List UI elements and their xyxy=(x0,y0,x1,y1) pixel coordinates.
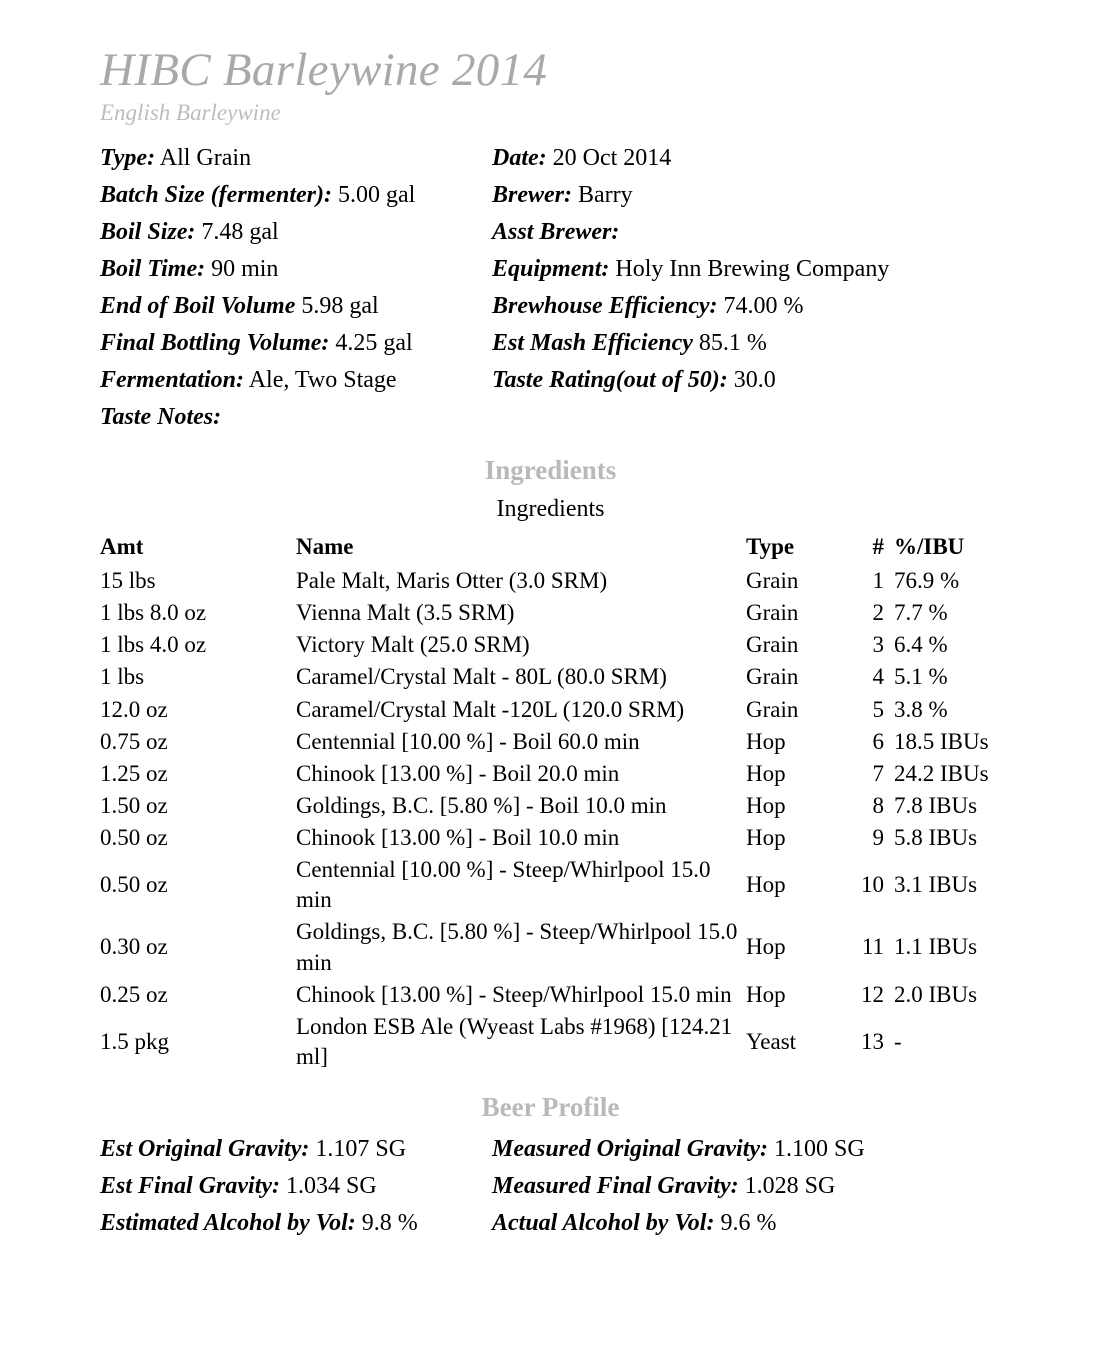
cell-type: Hop xyxy=(746,872,786,898)
cell-name: Vienna Malt (3.5 SRM) xyxy=(296,600,515,626)
table-row xyxy=(100,979,1001,1011)
cell-num: 4 xyxy=(872,664,884,690)
ingredients-table xyxy=(100,531,1001,1073)
cell-pct: 3.8 % xyxy=(894,696,948,722)
cell-type: Yeast xyxy=(746,1028,797,1054)
detail-label: Taste Rating(out of 50): xyxy=(492,367,728,394)
profile-label: Measured Original Gravity: xyxy=(492,1135,768,1162)
detail-row xyxy=(100,288,492,325)
cell-type: Grain xyxy=(746,600,799,626)
table-row xyxy=(100,822,1001,854)
profile-label: Est Final Gravity: xyxy=(100,1172,281,1199)
cell-pct: 6.4 % xyxy=(894,632,948,658)
cell-pct: 2.0 IBUs xyxy=(894,981,978,1007)
detail-label: Type: xyxy=(100,145,156,172)
detail-label: Brewhouse Efficiency: xyxy=(492,293,718,320)
cell-name: Chinook [13.00 %] - Boil 20.0 min xyxy=(296,760,620,786)
detail-label: Date: xyxy=(492,145,547,172)
detail-label: Brewer: xyxy=(492,182,572,209)
recipe-style-subtitle: English Barleywine xyxy=(100,99,281,125)
cell-amt: 1 lbs xyxy=(100,664,145,690)
detail-label: Taste Notes: xyxy=(100,404,222,431)
cell-type: Hop xyxy=(746,934,786,960)
cell-num: 7 xyxy=(872,760,884,786)
detail-row xyxy=(100,177,492,214)
column-header-num: # xyxy=(872,534,884,560)
cell-type: Hop xyxy=(746,728,786,754)
detail-label: Asst Brewer: xyxy=(492,219,620,246)
profile-row xyxy=(492,1131,1001,1168)
cell-name: Chinook [13.00 %] - Steep/Whirlpool 15.0 min xyxy=(296,981,732,1007)
detail-label: Equipment: xyxy=(492,256,610,283)
cell-name: Goldings, B.C. [5.80 %] - Boil 10.0 min xyxy=(296,792,667,818)
cell-name: Victory Malt (25.0 SRM) xyxy=(296,632,530,658)
cell-name: Centennial [10.00 %] - Steep/Whirlpool 15.0 min xyxy=(296,857,711,913)
table-header-row xyxy=(100,531,1001,565)
table-row xyxy=(100,629,1001,661)
cell-type: Hop xyxy=(746,760,786,786)
cell-type: Grain xyxy=(746,664,799,690)
table-row xyxy=(100,661,1001,693)
cell-num: 5 xyxy=(872,696,884,722)
cell-amt: 12.0 oz xyxy=(100,696,168,722)
profile-value: 1.028 SG xyxy=(738,1172,836,1199)
detail-label: End of Boil Volume xyxy=(100,293,296,320)
cell-name: Caramel/Crystal Malt - 80L (80.0 SRM) xyxy=(296,664,667,690)
profile-label: Measured Final Gravity: xyxy=(492,1172,739,1199)
cell-pct: 7.8 IBUs xyxy=(894,792,978,818)
cell-type: Hop xyxy=(746,792,786,818)
recipe-details-left-column xyxy=(100,140,492,436)
profile-label: Est Original Gravity: xyxy=(100,1135,310,1162)
detail-label: Est Mash Efficiency xyxy=(492,330,693,357)
profile-value: 9.6 % xyxy=(714,1209,777,1236)
cell-num: 8 xyxy=(872,792,884,818)
beer-profile-section-heading: Beer Profile xyxy=(481,1092,620,1123)
table-row xyxy=(100,790,1001,822)
cell-amt: 0.30 oz xyxy=(100,934,168,960)
cell-type: Grain xyxy=(746,568,799,594)
cell-name: London ESB Ale (Wyeast Labs #1968) [124.21 ml] xyxy=(296,1013,733,1069)
cell-amt: 0.50 oz xyxy=(100,872,168,898)
beer-profile-left-column xyxy=(100,1131,492,1242)
column-header-amt: Amt xyxy=(100,534,144,560)
cell-pct: 18.5 IBUs xyxy=(894,728,989,754)
cell-name: Chinook [13.00 %] - Boil 10.0 min xyxy=(296,825,620,851)
cell-num: 12 xyxy=(861,981,884,1007)
column-header-pct: %/IBU xyxy=(894,534,965,560)
profile-row xyxy=(492,1168,1001,1205)
ingredients-table-head xyxy=(100,531,1001,565)
cell-name: Caramel/Crystal Malt -120L (120.0 SRM) xyxy=(296,696,685,722)
profile-row xyxy=(100,1168,492,1205)
table-row xyxy=(100,916,1001,978)
detail-value: All Grain xyxy=(155,145,252,172)
detail-row xyxy=(492,177,1001,214)
cell-pct: - xyxy=(894,1028,902,1054)
cell-name: Goldings, B.C. [5.80 %] - Steep/Whirlpool 15.0 min xyxy=(296,919,738,975)
cell-num: 6 xyxy=(872,728,884,754)
cell-num: 3 xyxy=(872,632,884,658)
ingredients-table-body xyxy=(100,565,1001,1073)
recipe-details xyxy=(100,140,1001,436)
detail-value: Ale, Two Stage xyxy=(244,367,397,394)
table-row xyxy=(100,854,1001,916)
beer-profile-details xyxy=(100,1131,1001,1242)
detail-value: 5.00 gal xyxy=(331,182,416,209)
cell-type: Hop xyxy=(746,825,786,851)
cell-name: Pale Malt, Maris Otter (3.0 SRM) xyxy=(296,568,608,594)
recipe-details-right-column xyxy=(492,140,1001,436)
cell-amt: 1.5 pkg xyxy=(100,1028,169,1054)
ingredients-table-caption: Ingredients xyxy=(496,495,605,522)
beer-profile-right-column xyxy=(492,1131,1001,1242)
detail-label: Boil Size: xyxy=(100,219,196,246)
detail-value: 85.1 % xyxy=(692,330,767,357)
ingredients-section-heading: Ingredients xyxy=(484,455,617,486)
recipe-title: HIBC Barleywine 2014 xyxy=(100,44,548,96)
detail-value: 30.0 xyxy=(727,367,776,394)
cell-amt: 1.25 oz xyxy=(100,760,168,786)
profile-value: 1.034 SG xyxy=(280,1172,377,1199)
detail-row xyxy=(100,399,492,436)
cell-amt: 0.25 oz xyxy=(100,981,168,1007)
detail-row xyxy=(492,362,1001,399)
profile-label: Actual Alcohol by Vol: xyxy=(492,1209,715,1236)
column-header-name: Name xyxy=(296,534,354,560)
detail-row xyxy=(492,214,1001,251)
cell-pct: 5.1 % xyxy=(894,664,948,690)
detail-label: Final Bottling Volume: xyxy=(100,330,330,357)
cell-amt: 1 lbs 4.0 oz xyxy=(100,632,207,658)
cell-num: 13 xyxy=(861,1028,884,1054)
profile-value: 9.8 % xyxy=(355,1209,418,1236)
cell-amt: 0.50 oz xyxy=(100,825,168,851)
cell-amt: 1.50 oz xyxy=(100,792,168,818)
detail-value: 20 Oct 2014 xyxy=(546,145,672,172)
profile-value: 1.107 SG xyxy=(309,1135,407,1162)
cell-num: 2 xyxy=(872,600,884,626)
cell-num: 1 xyxy=(872,568,884,594)
cell-num: 10 xyxy=(861,872,884,898)
cell-num: 11 xyxy=(861,934,884,960)
table-row xyxy=(100,565,1001,597)
table-row xyxy=(100,694,1001,726)
table-row xyxy=(100,726,1001,758)
profile-row xyxy=(492,1205,1001,1242)
cell-pct: 1.1 IBUs xyxy=(894,934,978,960)
cell-amt: 1 lbs 8.0 oz xyxy=(100,600,207,626)
detail-label: Batch Size (fermenter): xyxy=(100,182,332,209)
detail-value: Barry xyxy=(572,182,633,209)
profile-row xyxy=(100,1205,492,1242)
table-row xyxy=(100,758,1001,790)
profile-row xyxy=(100,1131,492,1168)
cell-amt: 15 lbs xyxy=(100,568,156,594)
cell-pct: 76.9 % xyxy=(894,568,960,594)
detail-row xyxy=(100,140,492,177)
cell-pct: 24.2 IBUs xyxy=(894,760,989,786)
table-row xyxy=(100,1011,1001,1073)
cell-pct: 7.7 % xyxy=(894,600,948,626)
detail-row xyxy=(100,362,492,399)
table-row xyxy=(100,597,1001,629)
detail-value: 4.25 gal xyxy=(329,330,413,357)
detail-label: Boil Time: xyxy=(100,256,206,283)
cell-pct: 5.8 IBUs xyxy=(894,825,978,851)
detail-row xyxy=(100,325,492,362)
cell-name: Centennial [10.00 %] - Boil 60.0 min xyxy=(296,728,640,754)
detail-row xyxy=(492,288,1001,325)
detail-row xyxy=(100,251,492,288)
detail-row xyxy=(492,140,1001,177)
detail-row xyxy=(492,325,1001,362)
detail-value: 5.98 gal xyxy=(295,293,379,320)
profile-label: Estimated Alcohol by Vol: xyxy=(100,1209,356,1236)
cell-type: Hop xyxy=(746,981,786,1007)
cell-type: Grain xyxy=(746,632,799,658)
detail-label: Fermentation: xyxy=(100,367,245,394)
detail-value: 74.00 % xyxy=(717,293,804,320)
cell-pct: 3.1 IBUs xyxy=(894,872,978,898)
cell-type: Grain xyxy=(746,696,799,722)
cell-amt: 0.75 oz xyxy=(100,728,168,754)
column-header-type: Type xyxy=(746,534,795,560)
detail-row xyxy=(100,214,492,251)
profile-value: 1.100 SG xyxy=(768,1135,865,1162)
cell-num: 9 xyxy=(872,825,884,851)
detail-value: 7.48 gal xyxy=(195,219,279,246)
detail-value: Holy Inn Brewing Company xyxy=(609,256,890,283)
detail-value: 90 min xyxy=(205,256,279,283)
detail-row xyxy=(492,251,1001,288)
